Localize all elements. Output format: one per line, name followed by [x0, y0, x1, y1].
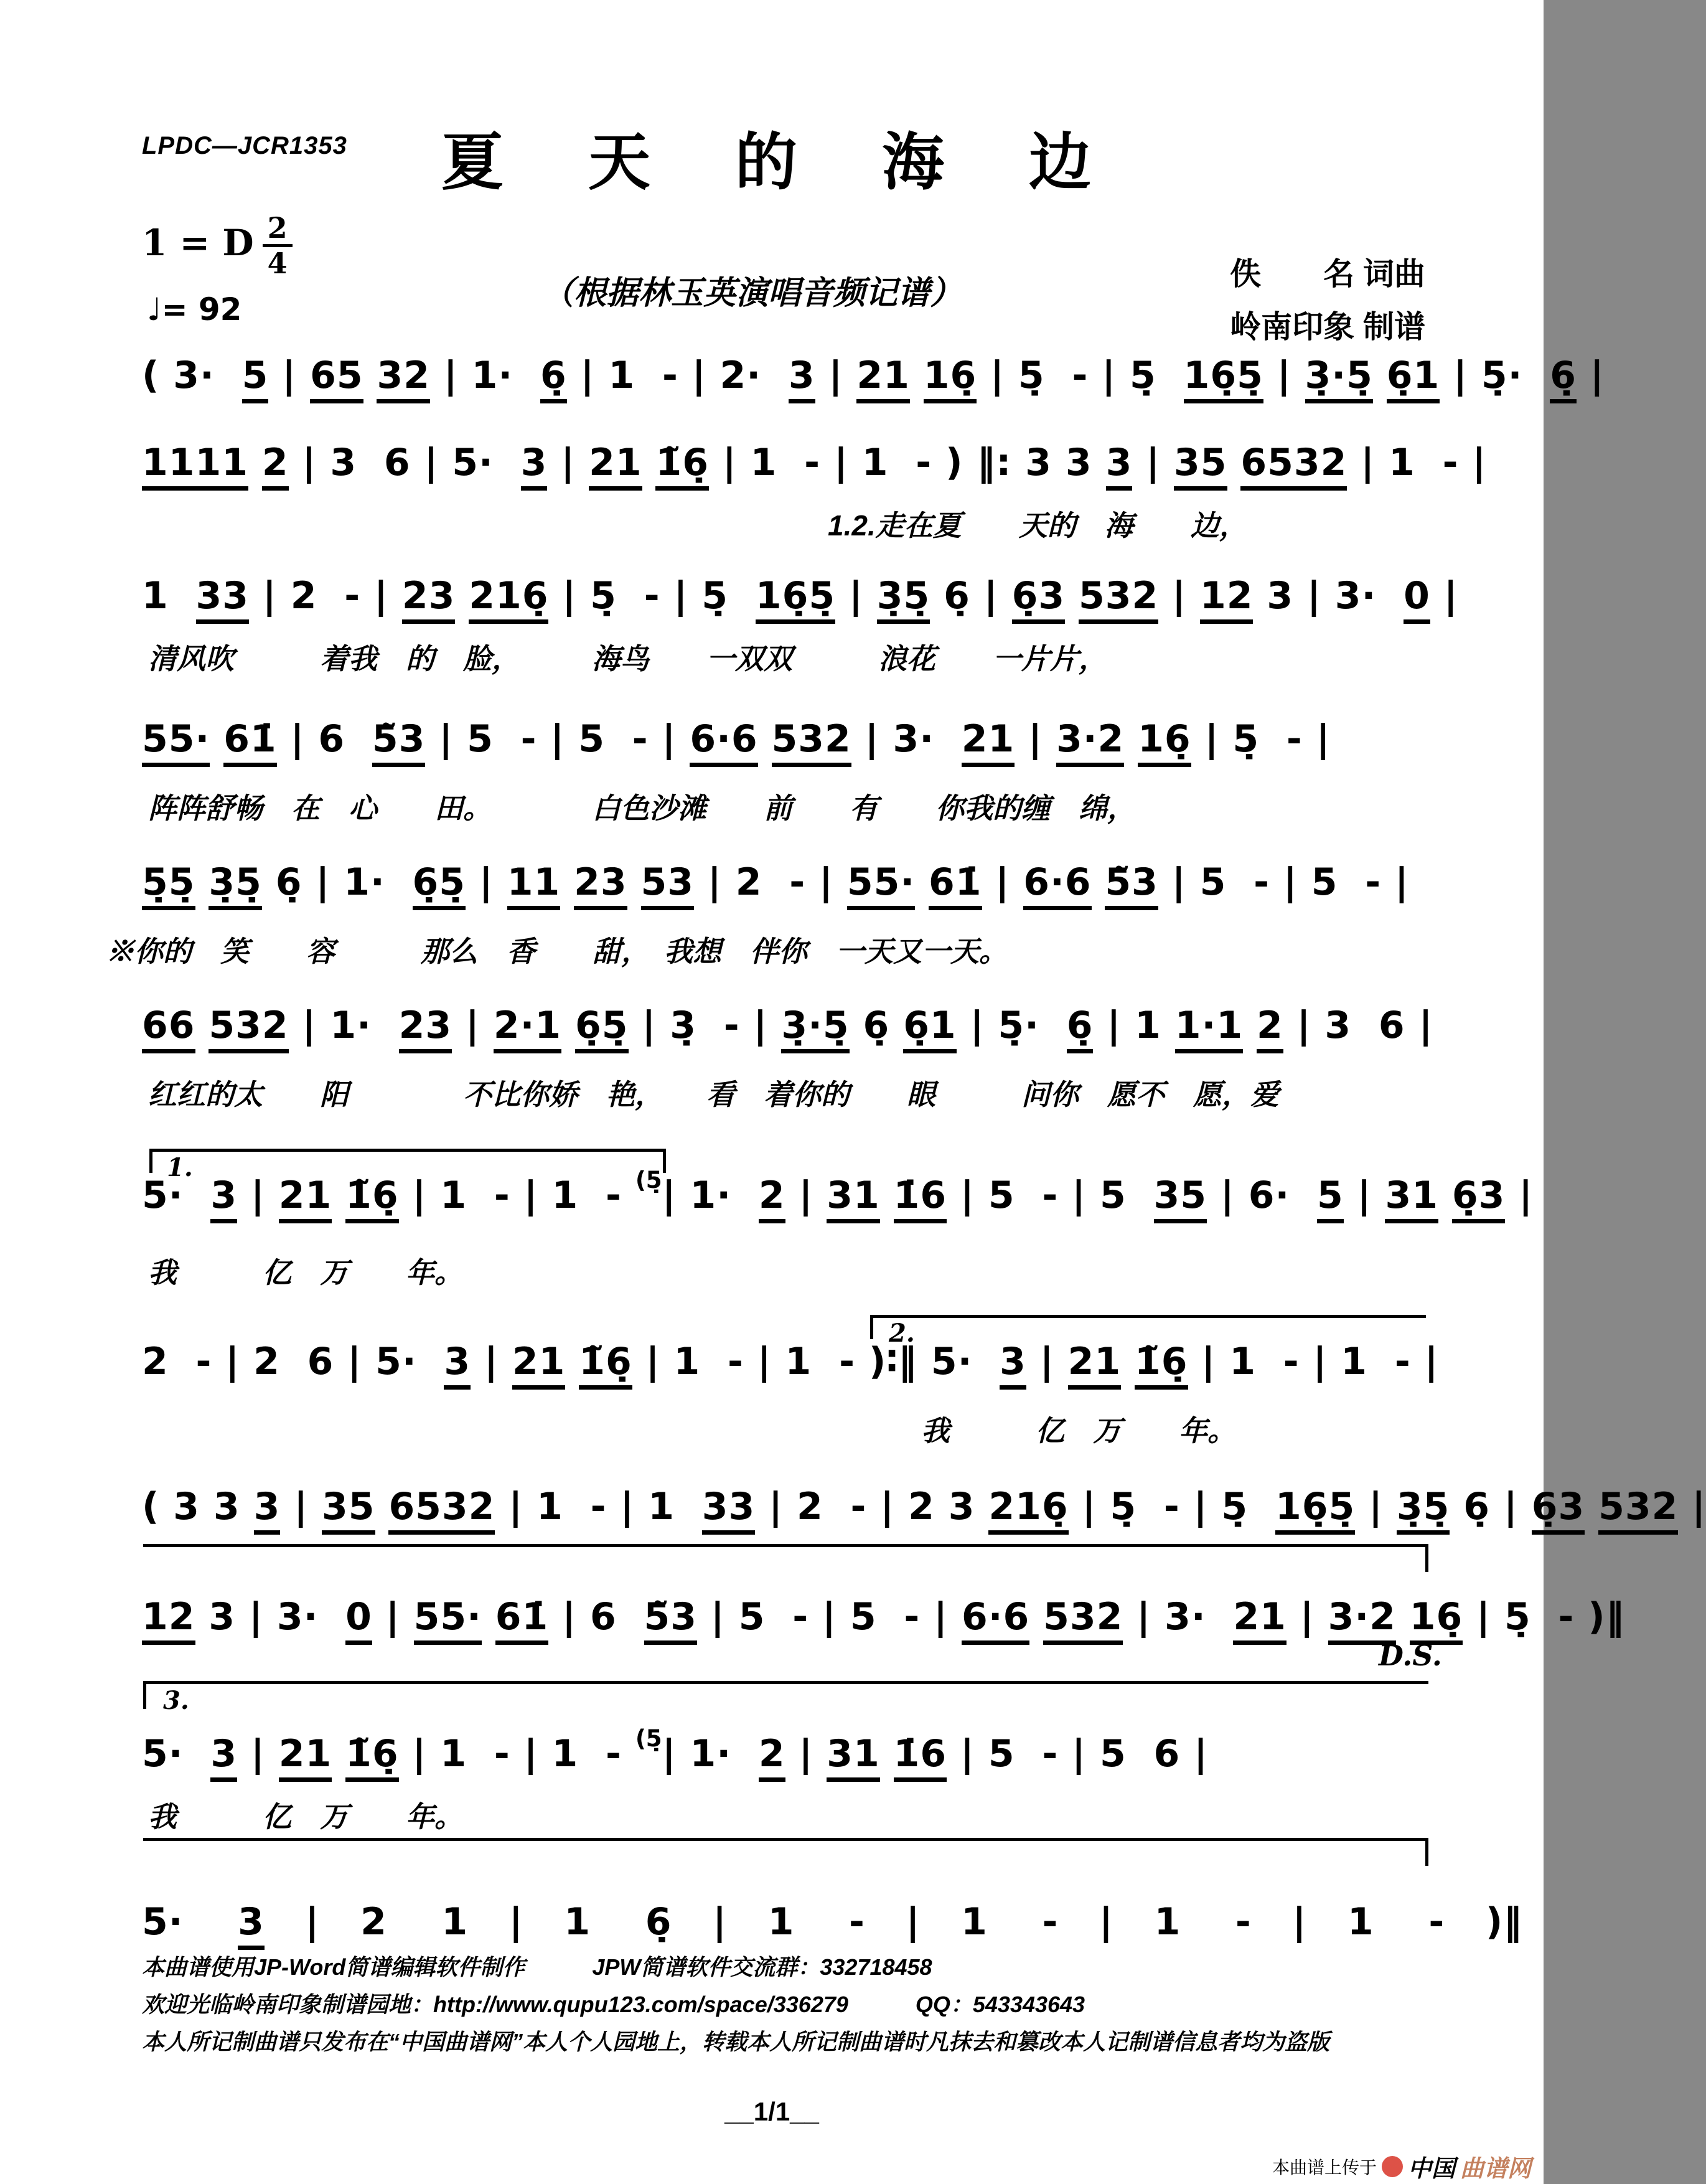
volta-1-bracket	[149, 1149, 666, 1173]
footer-software-note: 本曲谱使用JP-Word简谱编辑软件制作 JPW简谱软件交流群：332718458	[142, 1954, 932, 1980]
notation-line-6: 66 532 | 1· 23 | 2·1 6̣5̣ | 3̣ - | 3̣·5̣ 6̣ 6̣1 | 5̣· 6̣ | 1 1·1 2 | 3 6 |	[142, 1004, 1433, 1047]
lyrics-line-5: 红红的太 阳 不比你娇 艳， 看 着你的 眼 问你 愿不 愿，爱	[148, 1078, 1279, 1111]
lyrics-line-4-with-segno: ※你的 笑 容 那么 香 甜， 我想 伴你 一天又一天。	[106, 935, 1008, 967]
meter-denominator: 4	[267, 247, 288, 281]
credits	[1230, 248, 1425, 354]
dal-segno-marking: D.S.	[1379, 1639, 1442, 1672]
notation-line-9: ( 3 3 3 | 35 6532 | 1 - | 1 33 | 2 - | 2 3 216̣ | 5̣ - | 5̣ 16̣5̣ | 3̣5̣ 6̣ | 6̣3 532 |	[142, 1485, 1706, 1528]
notation-line-3: 1 33 | 2 - | 23 216̣ | 5̣ - | 5̣ 16̣5̣ | 3̣5̣ 6̣ | 6̣3 532 | 12 3 | 3· 0 |	[142, 574, 1458, 618]
subtitle: （根据林玉英演唱音频记谱）	[541, 275, 963, 311]
notation-line-5: 5̣5̣ 3̣5̣ 6̣ | 1· 6̣5̣ | 11 23 53 | 2 - | 55· 61̇ | 6·6 5̃3 | 5 - | 5 - |	[142, 860, 1409, 904]
footer-homepage-note: 欢迎光临岭南印象制谱园地：http://www.qupu123.com/space/336279 QQ：543343643	[142, 1992, 1085, 2017]
notation-line-12: 5· 3 | 2 1 | 1 6̣ | 1 - | 1 - | 1 - | 1 - )‖	[142, 1900, 1522, 1944]
notation-line-11: 5· 3 | 21 1̃6̣ | 1 - | 1 - $^{(5̣}$| 1· 2 | 31 1̇6 | 5 - | 5 6 |	[142, 1732, 1208, 1776]
notation-line-8: 2 - | 2 6 | 5· 3 | 21 1̃6̣ | 1 - | 1 - )∶‖ 5· 3 | 21 1̃6̣ | 1 - | 1 - |	[142, 1340, 1439, 1383]
credit-score-maker: 岭南印象 制谱	[1230, 309, 1425, 344]
volta-2-label: 2.	[889, 1319, 915, 1348]
watermark-prefix: 本曲谱上传于	[1272, 2157, 1377, 2177]
footer-copyright-note: 本人所记制曲谱只发布在“中国曲谱网”本人个人园地上，转载本人所记制曲谱时凡抹去和篡改本人记制谱信息者均为盗版	[142, 2029, 1330, 2055]
watermark-brand-black: 中国	[1407, 2156, 1455, 2182]
lyrics-line-7: 我 亿 万 年。	[921, 1414, 1236, 1447]
notation-line-4: 55· 61̇ | 6 5̃3 | 5 - | 5 - | 6·6 532 | 3· 21 | 3·2 16̣ | 5̣ - |	[142, 717, 1331, 761]
volta-2-bracket	[870, 1315, 1426, 1339]
lyrics-line-1: 1.2.走在夏 天的 海 边，	[828, 509, 1248, 542]
site-watermark	[1272, 2149, 1531, 2183]
watermark-brand-red: 曲谱网	[1460, 2156, 1531, 2182]
key-label: 1 = D	[142, 221, 254, 264]
lyrics-line-8: 我 亿 万 年。	[148, 1800, 463, 1833]
key-signature	[142, 213, 293, 279]
notation-line-7: 5· 3 | 21 1̃6̣ | 1 - | 1 - $^{(5̣}$| 1· 2 | 31 1̇6 | 5 - | 5 35 | 6· 5 | 31 6̣3 |	[142, 1174, 1533, 1217]
continuation-line-1	[143, 1544, 1428, 1572]
continuation-line-2	[143, 1838, 1428, 1866]
page-number: __1/1__	[724, 2097, 819, 2126]
credit-words-music: 佚 名 词曲	[1230, 257, 1425, 291]
lyrics-line-6: 我 亿 万 年。	[148, 1256, 463, 1289]
qupu-logo-icon	[1382, 2156, 1403, 2177]
song-title: 夏 天 的 海 边	[441, 125, 1102, 199]
meter-numerator: 2	[263, 213, 293, 247]
volta-3-bracket	[143, 1681, 1428, 1709]
volta-1-label: 1.	[167, 1153, 193, 1182]
volta-3-label: 3.	[163, 1686, 189, 1715]
time-signature	[263, 213, 293, 279]
notation-line-1: ( 3· 5 | 65 32 | 1· 6̣ | 1 - | 2· 3 | 21 16̣ | 5̣ - | 5̣ 16̣5̣ | 3̣·5̣ 6̣1 | 5̣· 6̣ |	[142, 354, 1605, 397]
notation-line-10: 12 3 | 3· 0 | 55· 61̇ | 6 5̃3 | 5 - | 5 - | 6·6 532 | 3· 21 | 3·2 16̣ | 5̣ - )‖	[142, 1595, 1625, 1639]
tempo-marking: ♩= 92	[147, 291, 242, 327]
catalog-number: LPDC—JCR1353	[142, 132, 347, 159]
lyrics-line-3: 阵阵舒畅 在 心 田。 白色沙滩 前 有 你我的缠 绵，	[148, 792, 1136, 824]
notation-line-2: 1111 2 | 3 6 | 5· 3 | 21 1̃6̣ | 1 - | 1 - ) ‖: 3 3 3 | 35 6532 | 1 - |	[142, 441, 1486, 484]
lyrics-line-2: 清风吹 着我 的 脸， 海鸟 一双双 浪花 一片片，	[148, 642, 1107, 675]
